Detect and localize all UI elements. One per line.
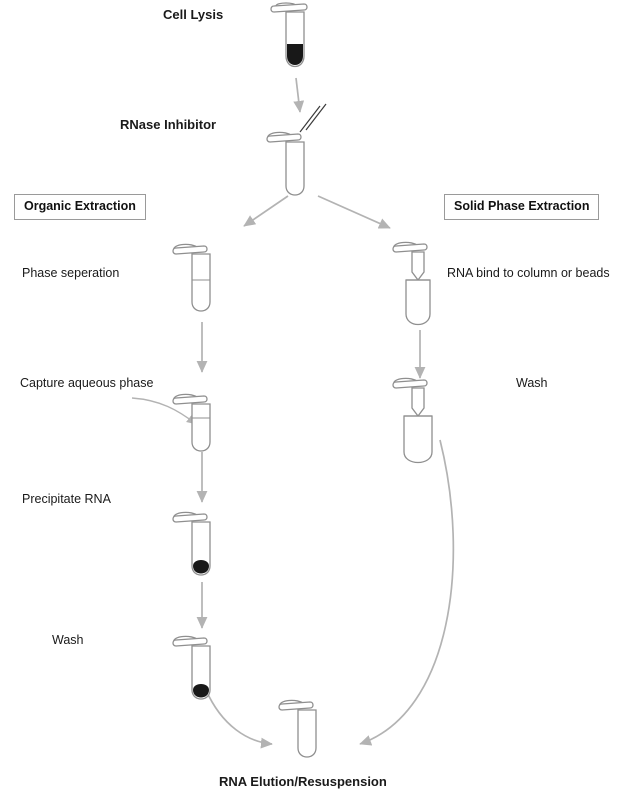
label-wash-left: Wash [52, 633, 84, 647]
label-cell-lysis: Cell Lysis [163, 7, 224, 22]
tube-phase-separation [166, 240, 236, 322]
label-wash-right: Wash [516, 376, 548, 390]
tube-wash-left [166, 632, 236, 712]
label-solid-phase-extraction: Solid Phase Extraction [444, 194, 599, 220]
tube-rnase-inhibitor [262, 128, 332, 203]
label-capture-aqueous-phase: Capture aqueous phase [20, 376, 154, 390]
tube-rna-elution [272, 694, 342, 764]
tube-precipitate-rna [166, 508, 236, 586]
tube-capture-aqueous [166, 390, 236, 462]
tube-cell-lysis [262, 0, 332, 80]
label-precipitate-rna: Precipitate RNA [22, 492, 111, 506]
label-rnase-inhibitor: RNase Inhibitor [120, 117, 217, 132]
label-rna-bind: RNA bind to column or beads [447, 266, 610, 280]
tube-wash-column [386, 372, 466, 472]
label-phase-separation: Phase seperation [22, 266, 120, 280]
label-organic-extraction: Organic Extraction [14, 194, 146, 220]
label-rna-elution: RNA Elution/Resuspension [219, 774, 387, 789]
tube-spin-column [386, 236, 466, 336]
